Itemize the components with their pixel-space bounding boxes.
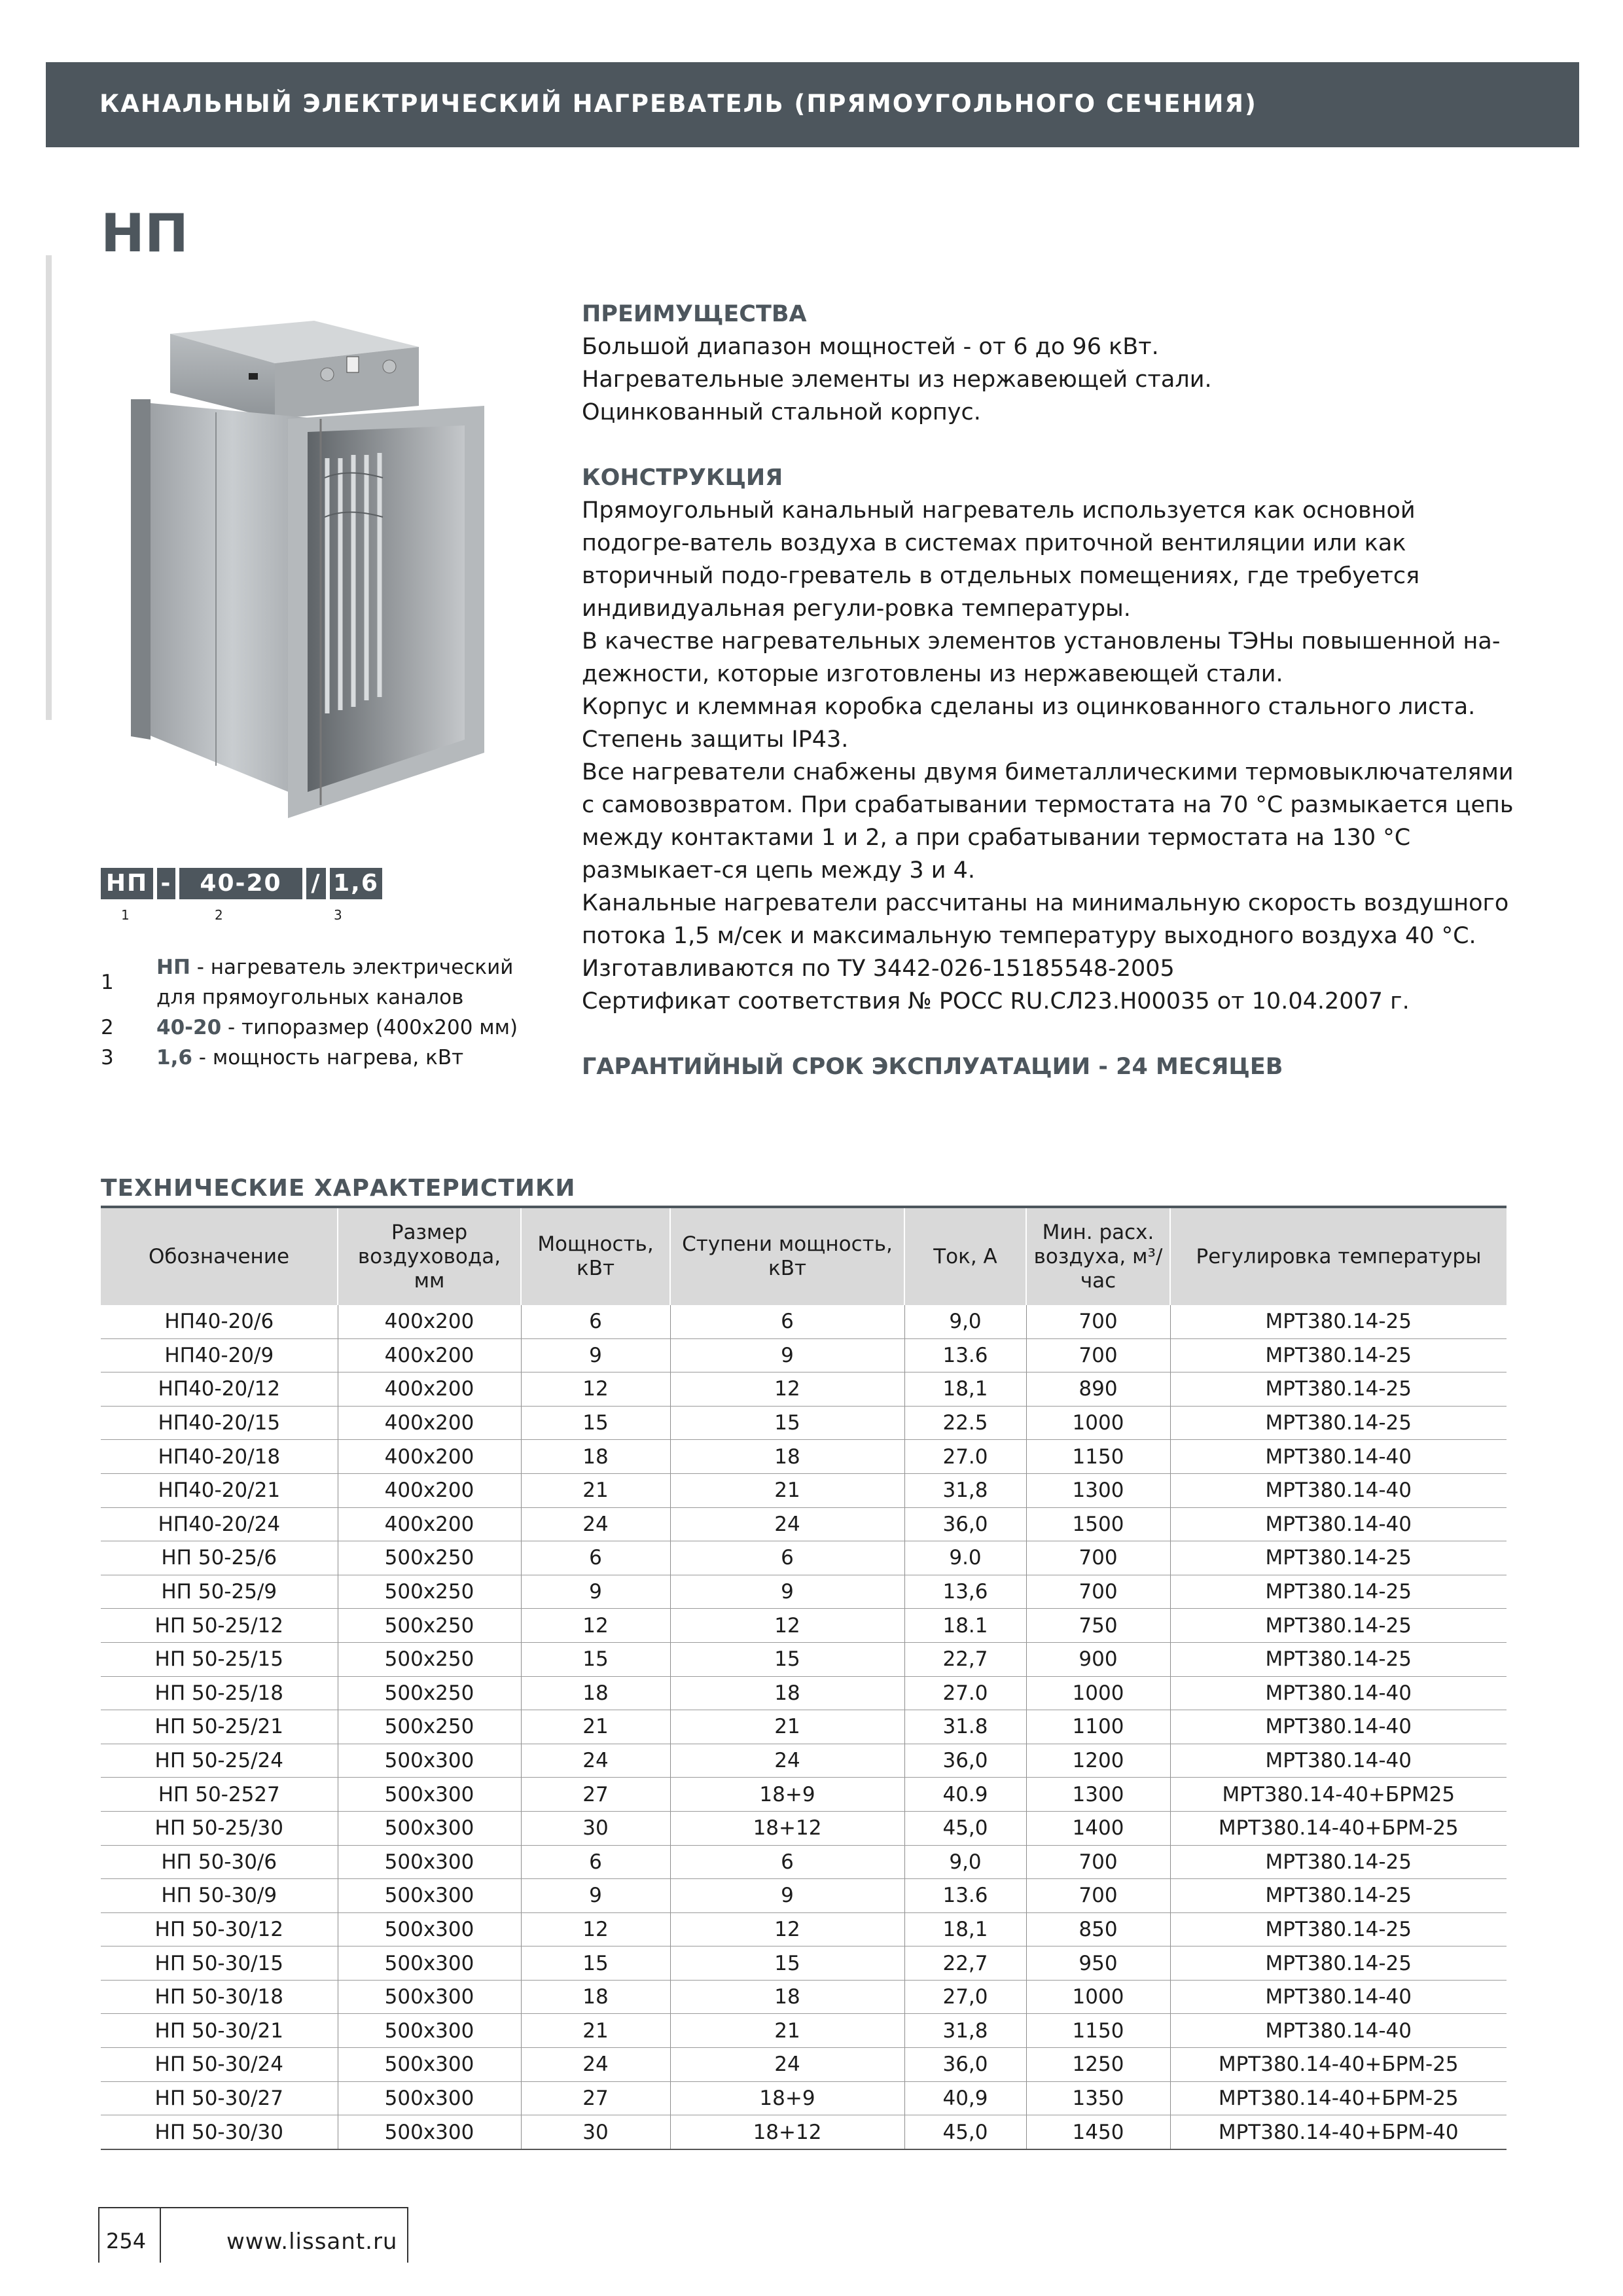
construction-paragraph: В качестве нагревательных элементов установлены ТЭНы повышенной на-дежности, которые изготовлены из нержавеющей стали. xyxy=(582,628,1501,687)
legend-item xyxy=(101,1013,546,1043)
table-cell: 12 xyxy=(521,1372,670,1407)
table-cell: 9,0 xyxy=(904,1305,1026,1338)
column-header: Размер воздуховода, мм xyxy=(338,1208,521,1305)
table-cell: 500х250 xyxy=(338,1575,521,1609)
table-row xyxy=(101,2081,1507,2115)
code-separator: - xyxy=(157,868,175,899)
table-row xyxy=(101,2115,1507,2149)
table-row xyxy=(101,1305,1507,1338)
table-cell: МРТ380.14-40 xyxy=(1170,1676,1507,1710)
table-cell: 500х250 xyxy=(338,1609,521,1643)
table-row xyxy=(101,1811,1507,1845)
table-cell: МРТ380.14-40 xyxy=(1170,1980,1507,2014)
table-cell: 21 xyxy=(670,1710,904,1744)
table-cell: 700 xyxy=(1026,1845,1170,1879)
model-code xyxy=(101,868,382,899)
table-cell: 27 xyxy=(521,2081,670,2115)
advantages-title: ПРЕИМУЩЕСТВА xyxy=(582,301,807,327)
table-row xyxy=(101,1744,1507,1778)
model-title: НП xyxy=(101,203,188,264)
table-cell: МРТ380.14-25 xyxy=(1170,1406,1507,1440)
table-row xyxy=(101,1507,1507,1541)
table-cell: 500х300 xyxy=(338,2081,521,2115)
table-row xyxy=(101,1609,1507,1643)
table-cell: НП 50-25/24 xyxy=(101,1744,338,1778)
table-cell: 15 xyxy=(521,1406,670,1440)
header-title: КАНАЛЬНЫЙ ЭЛЕКТРИЧЕСКИЙ НАГРЕВАТЕЛЬ (ПРЯМОУГОЛЬНОГО СЕЧЕНИЯ) xyxy=(99,90,1257,118)
table-cell: 500х300 xyxy=(338,1845,521,1879)
table-cell: 15 xyxy=(670,1642,904,1676)
legend-key: 40-20 xyxy=(156,1016,222,1039)
column-header: Регулировка температуры xyxy=(1170,1208,1507,1305)
table-cell: НП40-20/24 xyxy=(101,1507,338,1541)
table-cell: МРТ380.14-40+БРМ-40 xyxy=(1170,2115,1507,2149)
table-cell: НП 50-25/12 xyxy=(101,1609,338,1643)
code-part-type: НП xyxy=(101,868,153,899)
table-cell: НП 50-2527 xyxy=(101,1778,338,1812)
code-index: 2 xyxy=(215,907,223,923)
table-cell: 21 xyxy=(670,1473,904,1507)
column-header: Ток, А xyxy=(904,1208,1026,1305)
table-cell: 9 xyxy=(670,1575,904,1609)
table-cell: НП 50-30/12 xyxy=(101,1912,338,1946)
code-index: 1 xyxy=(121,907,130,923)
table-cell: 1500 xyxy=(1026,1507,1170,1541)
table-row xyxy=(101,1338,1507,1372)
code-slash: / xyxy=(306,868,326,899)
table-cell: НП 50-30/9 xyxy=(101,1879,338,1913)
table-cell: 22.5 xyxy=(904,1406,1026,1440)
table-cell: 6 xyxy=(670,1845,904,1879)
table-cell: 500х300 xyxy=(338,2048,521,2082)
table-cell: 950 xyxy=(1026,1946,1170,1981)
table-cell: МРТ380.14-25 xyxy=(1170,1845,1507,1879)
table-cell: 1300 xyxy=(1026,1473,1170,1507)
table-cell: 6 xyxy=(521,1845,670,1879)
legend-key: 1,6 xyxy=(156,1046,192,1069)
table-cell: 30 xyxy=(521,1811,670,1845)
tech-specs-table xyxy=(101,1208,1507,2150)
table-cell: МРТ380.14-40 xyxy=(1170,1710,1507,1744)
table-cell: НП40-20/9 xyxy=(101,1338,338,1372)
table-cell: 9 xyxy=(521,1338,670,1372)
table-cell: 890 xyxy=(1026,1372,1170,1407)
legend-number: 2 xyxy=(101,1016,114,1039)
table-cell: МРТ380.14-25 xyxy=(1170,1338,1507,1372)
table-cell: 1400 xyxy=(1026,1811,1170,1845)
table-cell: 31,8 xyxy=(904,1473,1026,1507)
table-cell: 40,9 xyxy=(904,2081,1026,2115)
table-cell: 700 xyxy=(1026,1575,1170,1609)
table-cell: 6 xyxy=(521,1541,670,1575)
table-cell: МРТ380.14-40 xyxy=(1170,1473,1507,1507)
table-cell: 15 xyxy=(670,1406,904,1440)
table-cell: НП 50-25/6 xyxy=(101,1541,338,1575)
table-cell: 27,0 xyxy=(904,1980,1026,2014)
table-cell: 400х200 xyxy=(338,1473,521,1507)
table-row xyxy=(101,1575,1507,1609)
table-cell: 13.6 xyxy=(904,1338,1026,1372)
table-cell: МРТ380.14-40 xyxy=(1170,2014,1507,2048)
table-cell: 500х250 xyxy=(338,1676,521,1710)
table-cell: 1000 xyxy=(1026,1980,1170,2014)
table-cell: 500х300 xyxy=(338,1879,521,1913)
code-part-power: 1,6 xyxy=(330,868,382,899)
table-cell: 6 xyxy=(670,1541,904,1575)
table-cell: 18.1 xyxy=(904,1609,1026,1643)
legend-item xyxy=(101,952,546,1013)
construction-paragraph: Изготавливаются по ТУ 3442-026-15185548-2005 xyxy=(582,956,1175,982)
column-header: Обозначение xyxy=(101,1208,338,1305)
advantage-line: Оцинкованный стальной корпус. xyxy=(582,399,981,425)
table-cell: НП40-20/18 xyxy=(101,1440,338,1474)
table-cell: МРТ380.14-25 xyxy=(1170,1912,1507,1946)
table-cell: 22,7 xyxy=(904,1946,1026,1981)
table-row xyxy=(101,1440,1507,1474)
column-header: Мощность, кВт xyxy=(521,1208,670,1305)
table-cell: 700 xyxy=(1026,1338,1170,1372)
column-header: Мин. расх. воздуха, м³/час xyxy=(1026,1208,1170,1305)
legend-number: 1 xyxy=(101,971,114,994)
table-row xyxy=(101,1710,1507,1744)
table-cell: 15 xyxy=(521,1946,670,1981)
table-cell: 12 xyxy=(521,1912,670,1946)
advantage-line: Большой диапазон мощностей - от 6 до 96 кВт. xyxy=(582,334,1159,360)
table-cell: 400х200 xyxy=(338,1305,521,1338)
table-cell: 31,8 xyxy=(904,2014,1026,2048)
table-cell: 24 xyxy=(521,1744,670,1778)
table-cell: 9 xyxy=(521,1879,670,1913)
table-cell: 18 xyxy=(521,1980,670,2014)
table-row xyxy=(101,1642,1507,1676)
table-cell: 400х200 xyxy=(338,1338,521,1372)
arrow-label xyxy=(249,373,258,380)
table-cell: НП 50-25/15 xyxy=(101,1642,338,1676)
table-row xyxy=(101,2048,1507,2082)
table-cell: 27.0 xyxy=(904,1440,1026,1474)
table-row xyxy=(101,1778,1507,1812)
table-cell: 18+9 xyxy=(670,1778,904,1812)
table-row xyxy=(101,1980,1507,2014)
table-cell: 18+9 xyxy=(670,2081,904,2115)
table-cell: 400х200 xyxy=(338,1372,521,1407)
table-cell: 1450 xyxy=(1026,2115,1170,2149)
table-header-row xyxy=(101,1208,1507,1305)
table-cell: 6 xyxy=(521,1305,670,1338)
table-cell: 36,0 xyxy=(904,2048,1026,2082)
column-header: Ступени мощность, кВт xyxy=(670,1208,904,1305)
legend-number: 3 xyxy=(101,1046,114,1069)
table-row xyxy=(101,1879,1507,1913)
table-cell: 900 xyxy=(1026,1642,1170,1676)
table-cell: МРТ380.14-25 xyxy=(1170,1642,1507,1676)
table-row xyxy=(101,1946,1507,1981)
table-row xyxy=(101,1406,1507,1440)
construction-paragraph: Все нагреватели снабжены двумя биметаллическими термовыключателями с самовозвратом. При срабатывании термостата на 70 °С размыкается цепь между контактами 1 и 2, а при срабатывании термостата на 130 °С размыкает-ся цепь между 3 и 4. xyxy=(582,759,1514,884)
construction-paragraph: Корпус и клеммная коробка сделаны из оцинкованного стального листа. Степень защиты IP43. xyxy=(582,694,1476,753)
table-cell: НП40-20/12 xyxy=(101,1372,338,1407)
table-cell: 21 xyxy=(521,1710,670,1744)
table-cell: 21 xyxy=(521,1473,670,1507)
table-cell: НП40-20/21 xyxy=(101,1473,338,1507)
table-cell: 24 xyxy=(521,2048,670,2082)
table-cell: 18 xyxy=(521,1440,670,1474)
table-cell: 15 xyxy=(521,1642,670,1676)
table-cell: 24 xyxy=(521,1507,670,1541)
table-cell: 9 xyxy=(670,1338,904,1372)
table-cell: НП 50-30/15 xyxy=(101,1946,338,1981)
table-cell: 24 xyxy=(670,1507,904,1541)
table-cell: 500х300 xyxy=(338,1778,521,1812)
table-cell: 18,1 xyxy=(904,1372,1026,1407)
table-cell: НП 50-30/24 xyxy=(101,2048,338,2082)
table-cell: НП 50-25/21 xyxy=(101,1710,338,1744)
table-cell: 18,1 xyxy=(904,1912,1026,1946)
table-cell: 750 xyxy=(1026,1609,1170,1643)
table-cell: НП 50-30/21 xyxy=(101,2014,338,2048)
page-number: 254 xyxy=(106,2229,147,2253)
table-cell: 9,0 xyxy=(904,1845,1026,1879)
table-cell: 21 xyxy=(670,2014,904,2048)
table-cell: 18+12 xyxy=(670,1811,904,1845)
table-cell: 1350 xyxy=(1026,2081,1170,2115)
table-cell: НП 50-30/18 xyxy=(101,1980,338,2014)
advantage-line: Нагревательные элементы из нержавеющей стали. xyxy=(582,367,1212,393)
table-cell: МРТ380.14-40+БРМ25 xyxy=(1170,1778,1507,1812)
table-cell: 45,0 xyxy=(904,2115,1026,2149)
table-cell: НП 50-30/27 xyxy=(101,2081,338,2115)
table-row xyxy=(101,1541,1507,1575)
table-cell: 12 xyxy=(670,1912,904,1946)
table-cell: 21 xyxy=(521,2014,670,2048)
table-cell: 45,0 xyxy=(904,1811,1026,1845)
table-cell: МРТ380.14-25 xyxy=(1170,1372,1507,1407)
table-cell: 18+12 xyxy=(670,2115,904,2149)
table-cell: НП40-20/15 xyxy=(101,1406,338,1440)
table-row xyxy=(101,1676,1507,1710)
table-cell: 9 xyxy=(670,1879,904,1913)
table-cell: 700 xyxy=(1026,1879,1170,1913)
table-cell: МРТ380.14-40+БРМ-25 xyxy=(1170,2048,1507,2082)
header-bar xyxy=(46,62,1579,147)
table-cell: МРТ380.14-25 xyxy=(1170,1305,1507,1338)
table-cell: 9.0 xyxy=(904,1541,1026,1575)
table-cell: 22,7 xyxy=(904,1642,1026,1676)
table-row xyxy=(101,2014,1507,2048)
table-cell: 12 xyxy=(670,1372,904,1407)
table-cell: МРТ380.14-40+БРМ-25 xyxy=(1170,1811,1507,1845)
warranty-title: ГАРАНТИЙНЫЙ СРОК ЭКСПЛУАТАЦИИ - 24 МЕСЯЦЕВ xyxy=(582,1054,1283,1080)
table-row xyxy=(101,1372,1507,1407)
table-cell: 500х250 xyxy=(338,1642,521,1676)
table-cell: 500х300 xyxy=(338,1912,521,1946)
table-cell: МРТ380.14-40 xyxy=(1170,1744,1507,1778)
table-cell: 400х200 xyxy=(338,1440,521,1474)
table-cell: МРТ380.14-25 xyxy=(1170,1609,1507,1643)
code-legend xyxy=(101,952,546,1073)
table-cell: 1150 xyxy=(1026,2014,1170,2048)
table-cell: 500х250 xyxy=(338,1710,521,1744)
legend-item xyxy=(101,1043,546,1073)
table-cell: 500х300 xyxy=(338,1811,521,1845)
table-cell: 13,6 xyxy=(904,1575,1026,1609)
table-cell: 18 xyxy=(670,1676,904,1710)
table-row xyxy=(101,1912,1507,1946)
table-cell: 12 xyxy=(521,1609,670,1643)
heater-product-image xyxy=(131,308,510,818)
table-row xyxy=(101,1845,1507,1879)
description-column xyxy=(582,298,1524,1083)
table-cell: НП 50-25/9 xyxy=(101,1575,338,1609)
table-cell: 1000 xyxy=(1026,1406,1170,1440)
legend-text: - нагреватель электрический для прямоугольных каналов xyxy=(156,956,514,1009)
table-cell: 27 xyxy=(521,1778,670,1812)
table-cell: 18 xyxy=(521,1676,670,1710)
website-link[interactable]: www.lissant.ru xyxy=(226,2229,398,2255)
table-cell: 500х300 xyxy=(338,2115,521,2149)
table-cell: 18 xyxy=(670,1980,904,2014)
table-cell: 15 xyxy=(670,1946,904,1981)
table-cell: 1300 xyxy=(1026,1778,1170,1812)
table-cell: 700 xyxy=(1026,1541,1170,1575)
table-cell: 500х250 xyxy=(338,1541,521,1575)
table-cell: НП 50-30/30 xyxy=(101,2115,338,2149)
table-cell: 18 xyxy=(670,1440,904,1474)
table-cell: 36,0 xyxy=(904,1507,1026,1541)
table-cell: 36,0 xyxy=(904,1744,1026,1778)
legend-key: НП xyxy=(156,956,190,979)
table-cell: МРТ380.14-40 xyxy=(1170,1507,1507,1541)
table-cell: 1000 xyxy=(1026,1676,1170,1710)
table-cell: 500х300 xyxy=(338,1946,521,1981)
table-cell: МРТ380.14-40 xyxy=(1170,1440,1507,1474)
table-cell: МРТ380.14-25 xyxy=(1170,1575,1507,1609)
table-cell: 30 xyxy=(521,2115,670,2149)
table-cell: 24 xyxy=(670,1744,904,1778)
construction-title: КОНСТРУКЦИЯ xyxy=(582,465,783,491)
table-cell: 500х300 xyxy=(338,1744,521,1778)
table-cell: 6 xyxy=(670,1305,904,1338)
table-cell: 500х300 xyxy=(338,1980,521,2014)
table-cell: МРТ380.14-25 xyxy=(1170,1541,1507,1575)
table-cell: МРТ380.14-40+БРМ-25 xyxy=(1170,2081,1507,2115)
table-cell: 31.8 xyxy=(904,1710,1026,1744)
table-cell: 500х300 xyxy=(338,2014,521,2048)
table-cell: НП40-20/6 xyxy=(101,1305,338,1338)
side-rule xyxy=(46,255,52,720)
table-cell: 400х200 xyxy=(338,1406,521,1440)
legend-text: - мощность нагрева, кВт xyxy=(192,1046,464,1069)
table-cell: 1150 xyxy=(1026,1440,1170,1474)
table-cell: 24 xyxy=(670,2048,904,2082)
table-cell: МРТ380.14-25 xyxy=(1170,1879,1507,1913)
table-cell: 1100 xyxy=(1026,1710,1170,1744)
table-cell: 1200 xyxy=(1026,1744,1170,1778)
code-part-size: 40-20 xyxy=(179,868,302,899)
table-cell: 40.9 xyxy=(904,1778,1026,1812)
construction-paragraph: Прямоугольный канальный нагреватель используется как основной подогре-ватель воздуха в системах приточной вентиляции или как вторичный подо-греватель в отдельных помещениях, где требуется индивидуальная регули-ровка температуры. xyxy=(582,497,1420,622)
table-cell: 400х200 xyxy=(338,1507,521,1541)
table-cell: НП 50-25/30 xyxy=(101,1811,338,1845)
table-row xyxy=(101,1473,1507,1507)
table-cell: 27.0 xyxy=(904,1676,1026,1710)
code-index: 3 xyxy=(334,907,342,923)
construction-paragraph: Канальные нагреватели рассчитаны на минимальную скорость воздушного потока 1,5 м/сек и максимальную температуру выходного воздуха 40 °С. xyxy=(582,890,1509,949)
table-cell: МРТ380.14-25 xyxy=(1170,1946,1507,1981)
table-cell: 700 xyxy=(1026,1305,1170,1338)
table-cell: 12 xyxy=(670,1609,904,1643)
table-cell: 1250 xyxy=(1026,2048,1170,2082)
construction-paragraph: Сертификат соответствия № РОСС RU.СЛ23.Н00035 от 10.04.2007 г. xyxy=(582,988,1410,1014)
table-cell: 9 xyxy=(521,1575,670,1609)
legend-text: - типоразмер (400х200 мм) xyxy=(221,1016,518,1039)
table-cell: 850 xyxy=(1026,1912,1170,1946)
table-cell: НП 50-30/6 xyxy=(101,1845,338,1879)
tech-specs-title: ТЕХНИЧЕСКИЕ ХАРАКТЕРИСТИКИ xyxy=(101,1175,576,1202)
table-cell: 13.6 xyxy=(904,1879,1026,1913)
table-cell: НП 50-25/18 xyxy=(101,1676,338,1710)
